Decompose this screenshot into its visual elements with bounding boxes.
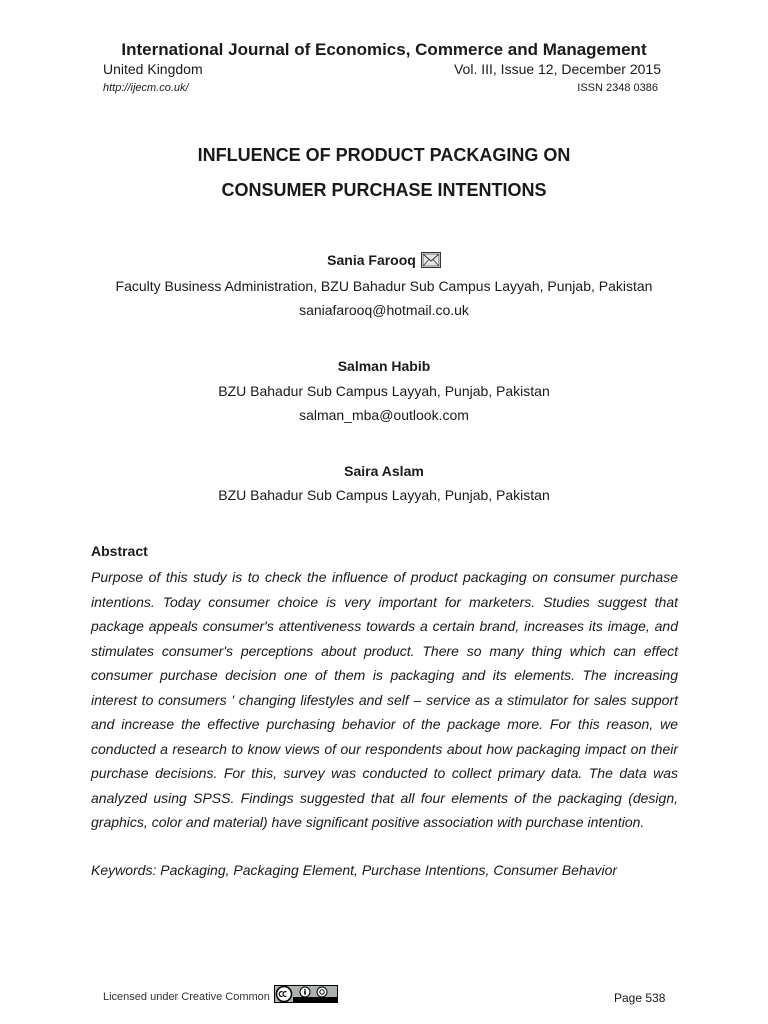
author-1-name-row: [0, 252, 768, 271]
author-2-affiliation: BZU Bahadur Sub Campus Layyah, Punjab, Pakistan: [218, 383, 550, 399]
journal-title: International Journal of Economics, Commerce and Management: [121, 40, 647, 59]
page-number: Page 538: [614, 991, 666, 1005]
creative-commons-icon: [274, 985, 338, 1003]
creative-commons-badge[interactable]: [274, 985, 338, 1008]
abstract-body: Purpose of this study is to check the influence of product packaging on consumer purchase intentions. Today consumer choice is very important for marketers. Studies suggest that package appeals consumer's attentiveness towards a certain brand, increases its image, and stimulates consumer's perceptions about product. There so many thing which can effect consumer purchase decision one of them is packaging and its elements. The increasing interest to consumers ' changing lifestyles and self – service as a stimulator for sales support and increase the effective purchasing behavior of the package more. For this reason, we conducted a research to know views of our respondents about how packaging impact on their purchase decisions. For this, survey was conducted to collect primary data. The data was analyzed using SPSS. Findings suggested that all four elements of the packaging (design, graphics, color and material) have significant positive association with purchase intention.: [91, 569, 678, 830]
journal-issn: ISSN 2348 0386: [577, 82, 658, 94]
author-1-email[interactable]: saniafarooq@hotmail.co.uk: [299, 302, 469, 318]
author-3-affiliation: BZU Bahadur Sub Campus Layyah, Punjab, Pakistan: [218, 487, 550, 503]
license-text: Licensed under Creative Common: [103, 991, 270, 1003]
keywords: Keywords: Packaging, Packaging Element, Purchase Intentions, Consumer Behavior: [91, 862, 618, 878]
author-2-name: Salman Habib: [337, 358, 431, 374]
abstract-heading: Abstract: [91, 543, 148, 559]
author-1-affiliation: Faculty Business Administration, BZU Bahadur Sub Campus Layyah, Punjab, Pakistan: [115, 278, 653, 294]
paper-title-line-1: INFLUENCE OF PRODUCT PACKAGING ON: [197, 145, 571, 165]
journal-country: United Kingdom: [103, 61, 203, 77]
author-1-name: Sania Farooq: [327, 252, 416, 268]
paper-title-line-2: CONSUMER PURCHASE INTENTIONS: [221, 180, 547, 200]
envelope-icon[interactable]: [421, 252, 441, 271]
author-3-name: Saira Aslam: [344, 463, 424, 479]
author-2-email[interactable]: salman_mba@outlook.com: [299, 407, 469, 423]
journal-url[interactable]: http://ijecm.co.uk/: [103, 82, 189, 94]
journal-volume: Vol. III, Issue 12, December 2015: [453, 61, 661, 77]
